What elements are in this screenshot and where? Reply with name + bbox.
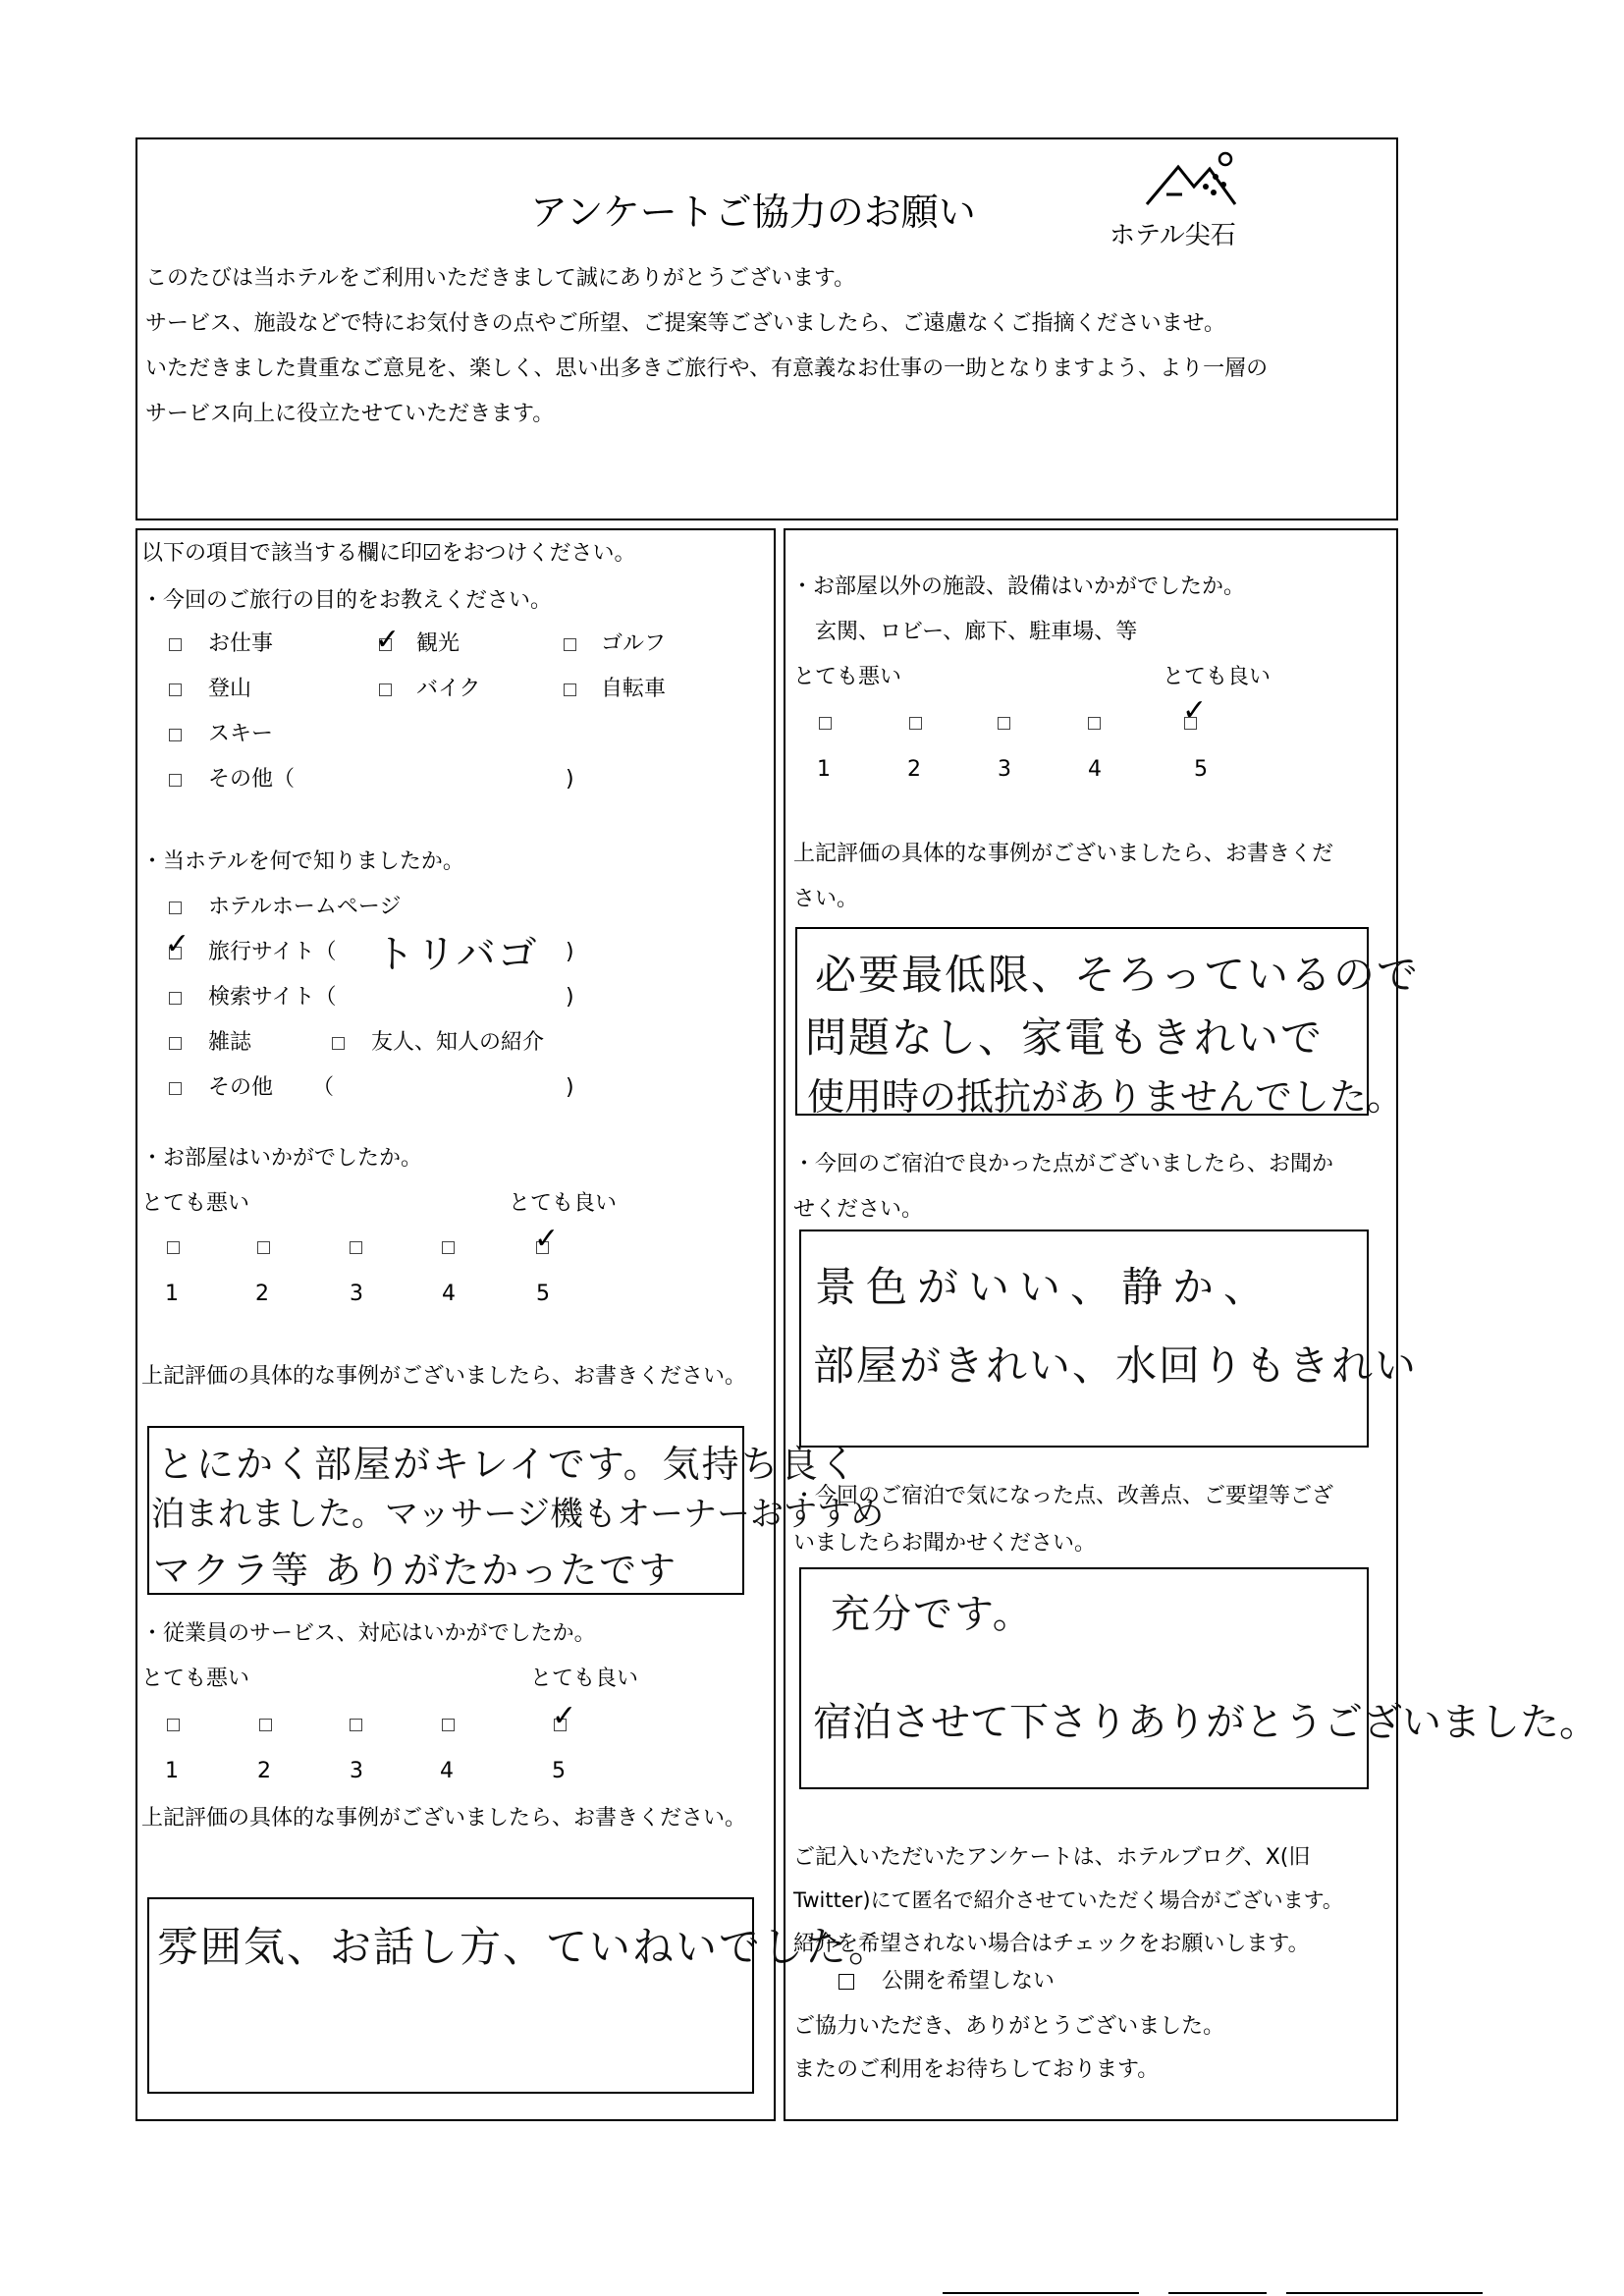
intro-line-4: サービス向上に役立たせていただきます。 [145,402,555,426]
staff-comment-line-1: 雰囲気、お話し方、ていねいでした。 [157,1923,893,1971]
opt-out-checkbox[interactable] [839,1974,854,1990]
purpose-option-hiking: 登山 [208,677,252,701]
check-mark-icon: ✓ [375,623,401,657]
room-rating-checkbox-2[interactable] [257,1241,270,1254]
facilities-rating-checkbox-3[interactable] [998,717,1010,730]
room-comment-line-2: 泊まれました。マッサージ機もオーナーおすすめ [151,1495,885,1534]
source-option-search-site: 検索サイト（ [208,985,337,1010]
thanks-line-2: またのご利用をお待ちしております。 [793,2057,1160,2082]
source-checkbox-magazine[interactable] [169,1037,182,1050]
notice-line-3: 紹介を希望されない場合はチェックをお願いします。 [793,1932,1310,1956]
staff-scale-2: 2 [257,1759,271,1783]
check-mark-icon: ✓ [165,927,190,961]
staff-high-label: とても良い [530,1667,639,1691]
notice-line-1: ご記入いただいたアンケートは、ホテルブログ、X(旧 [793,1845,1311,1870]
good-points-comment-line-1: 景色がいい、静か、 [815,1263,1275,1311]
source-travel-site-close: ) [566,940,574,964]
source-option-homepage: ホテルホームページ [208,895,402,919]
hotel-logo [1110,147,1257,255]
staff-scale-5: 5 [552,1759,566,1783]
footer-line-left [943,2292,1139,2294]
staff-rating-checkbox-3[interactable] [350,1719,362,1731]
intro-line-2: サービス、施設などで特にお気付きの点やご所望、ご提案等ございましたら、ご遠慮なくご指摘くださいませ。 [145,311,1226,336]
improvements-comment-line-2: 宿泊させて下さりありがとうございました。 [813,1700,1598,1745]
facilities-sub: 玄関、ロビー、廊下、駐車場、等 [815,620,1138,644]
source-checkbox-homepage[interactable] [169,902,182,914]
purpose-checkbox-golf[interactable] [564,638,576,651]
facilities-low-label: とても悪い [793,665,902,689]
staff-scale-3: 3 [350,1759,363,1783]
staff-question: ・従業員のサービス、対応はいかがでしたか。 [141,1621,596,1646]
purpose-checkbox-ski[interactable] [169,729,182,741]
facilities-scale-3: 3 [998,757,1011,782]
purpose-option-ski: スキー [208,722,274,746]
source-checkbox-friends[interactable] [332,1037,345,1050]
instruction: 以下の項目で該当する欄に印☑をおつけください。 [141,541,636,566]
thanks-line-1: ご協力いただき、ありがとうございました。 [793,2014,1225,2039]
staff-rating-checkbox-1[interactable] [167,1719,180,1731]
good-points-question-2: せください。 [793,1197,924,1222]
staff-low-label: とても悪い [141,1667,250,1691]
room-rating-checkbox-3[interactable] [350,1241,362,1254]
facilities-comment-line-1: 必要最低限、そろっているので [815,951,1421,999]
purpose-option-other: その他（ [208,767,296,792]
purpose-checkbox-motorbike[interactable] [379,683,392,696]
source-option-friends: 友人、知人の紹介 [371,1030,545,1055]
purpose-option-motorbike: バイク [416,677,481,701]
mountain-logo-icon [1137,147,1245,216]
improvements-question-1: ・今回のご宿泊で気になった点、改善点、ご要望等ござ [793,1484,1334,1508]
staff-rating-checkbox-4[interactable] [442,1719,455,1731]
source-question: ・当ホテルを何で知りましたか。 [141,849,464,874]
intro-line-3: いただきました貴重なご意見を、楽しく、思い出多きご旅行や、有意義なお仕事の一助となりますよう、より一層の [145,356,1269,381]
source-other-close: ) [566,1075,574,1100]
facilities-rating-checkbox-2[interactable] [909,717,922,730]
source-option-magazine: 雑誌 [208,1030,252,1055]
room-comment-line-1: とにかく部屋がキレイです。気持ち良く [157,1443,859,1486]
source-search-site-close: ) [566,985,574,1010]
room-low-label: とても悪い [141,1191,250,1216]
room-comment-line-3: マクラ等 ありがたかったです [153,1549,678,1592]
check-mark-icon: ✓ [1182,693,1208,728]
room-scale-1: 1 [165,1282,179,1306]
facilities-detail-prompt-2: さい。 [793,887,859,911]
room-scale-3: 3 [350,1282,363,1306]
improvements-comment-line-1: 充分です。 [831,1592,1034,1637]
travel-site-answer: トリバゴ [375,932,539,977]
source-checkbox-search-site[interactable] [169,992,182,1005]
room-question: ・お部屋はいかがでしたか。 [141,1146,423,1171]
purpose-checkbox-work[interactable] [169,638,182,651]
facilities-question: ・お部屋以外の施設、設備はいかがでしたか。 [791,574,1246,599]
purpose-checkbox-hiking[interactable] [169,683,182,696]
facilities-comment-line-2: 問題なし、家電もきれいで [805,1013,1325,1062]
staff-scale-1: 1 [165,1759,179,1783]
purpose-option-golf: ゴルフ [601,631,667,656]
staff-scale-4: 4 [440,1759,454,1783]
purpose-question: ・今回のご旅行の目的をお教えください。 [141,588,553,613]
staff-detail-prompt: 上記評価の具体的な事例がございましたら、お書きください。 [141,1806,747,1831]
purpose-checkbox-other[interactable] [169,774,182,787]
page-title: アンケートご協力のお願い [530,191,976,234]
good-points-question-1: ・今回のご宿泊で良かった点がございましたら、お聞か [793,1152,1334,1176]
room-scale-5: 5 [536,1282,550,1306]
facilities-scale-1: 1 [817,757,831,782]
source-other-open: （ [312,1075,335,1100]
footer-line-mid [1168,2292,1267,2294]
source-option-travel-site: 旅行サイト（ [208,940,337,964]
room-rating-checkbox-1[interactable] [167,1241,180,1254]
purpose-other-close: ) [566,767,574,792]
room-detail-prompt: 上記評価の具体的な事例がございましたら、お書きください。 [141,1364,747,1389]
footer-line-right [1286,2292,1483,2294]
check-mark-icon: ✓ [552,1699,577,1733]
check-mark-icon: ✓ [534,1222,560,1256]
intro-line-1: このたびは当ホテルをご利用いただきまして誠にありがとうございます。 [145,266,856,291]
staff-rating-checkbox-2[interactable] [259,1719,272,1731]
facilities-scale-5: 5 [1194,757,1208,782]
purpose-option-bicycle: 自転車 [601,677,667,701]
facilities-detail-prompt-1: 上記評価の具体的な事例がございましたら、お書きくだ [793,842,1334,866]
purpose-checkbox-bicycle[interactable] [564,683,576,696]
room-high-label: とても良い [509,1191,618,1216]
facilities-high-label: とても良い [1163,665,1272,689]
facilities-comment-line-3: 使用時の抵抗がありませんでした。 [807,1075,1405,1119]
purpose-option-sightseeing: 観光 [416,631,460,656]
logo-text: ホテル尖石 [1110,221,1236,250]
source-checkbox-other[interactable] [169,1082,182,1095]
source-option-other: その他 [208,1075,274,1100]
opt-out-label: 公開を希望しない [882,1969,1056,1994]
notice-line-2: Twitter)にて匿名で紹介させていただく場合がございます。 [793,1888,1343,1912]
facilities-scale-2: 2 [907,757,921,782]
improvements-question-2: いましたらお聞かせください。 [793,1531,1097,1556]
facilities-rating-checkbox-1[interactable] [819,717,832,730]
room-scale-4: 4 [442,1282,456,1306]
good-points-comment-line-2: 部屋がきれい、水回りもきれい [813,1341,1419,1390]
facilities-rating-checkbox-4[interactable] [1088,717,1101,730]
room-scale-2: 2 [255,1282,269,1306]
room-rating-checkbox-4[interactable] [442,1241,455,1254]
purpose-option-work: お仕事 [208,631,274,656]
facilities-scale-4: 4 [1088,757,1102,782]
